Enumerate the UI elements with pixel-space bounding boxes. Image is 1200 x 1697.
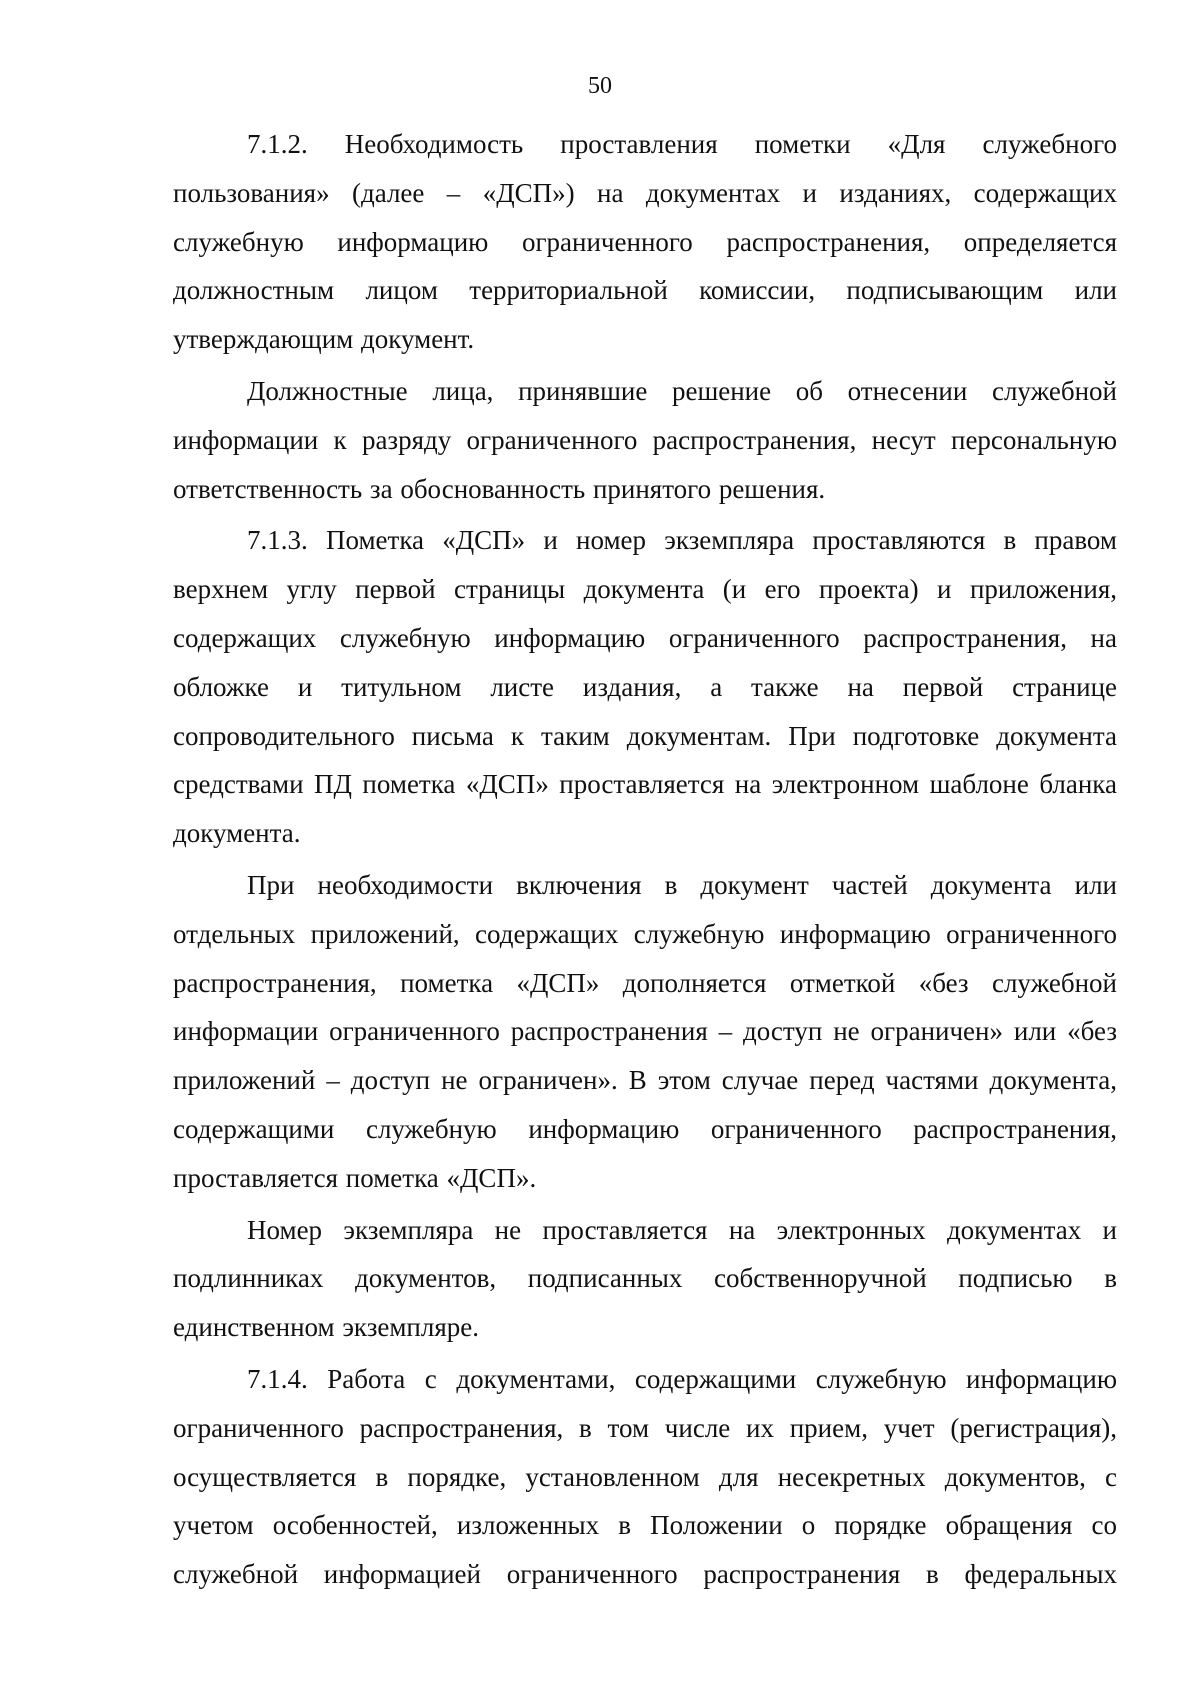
paragraph-7-1-3: 7.1.3. Пометка «ДСП» и номер экземпляра проставляются в правом верхнем углу первой страницы документа (и его проекта) и приложения, содержащих служебную информацию ограниченного распространения, на обложке и титульном листе издания, а также на первой странице сопроводительного письма к таким документам. При подготовке документа средствами ПД пометка «ДСП» проставляется на электронном шаблоне бланка документа. (173, 525, 1117, 849)
paragraph-document-parts: При необходимости включения в документ частей документа или отдельных приложений, содержащих служебную информацию ограниченного распространения, пометка «ДСП» дополняется отметкой «без служебной информации ограниченного распространения – доступ не ограничен» или «без приложений – доступ не ограничен». В этом случае перед частями документа, содержащими служебную информацию ограниченного распространения, проставляется пометка «ДСП». (173, 869, 1117, 1193)
paragraph-officials-responsibility: Должностные лица, принявшие решение об отнесении служебной информации к разряду ограниченного распространения, несут персональную ответственность за обоснованность принятого решения. (173, 375, 1117, 504)
paragraph-copy-number: Номер экземпляра не проставляется на электронных документах и подлинниках документов, подписанных собственноручной подписью в единственном экземпляре. (173, 1214, 1117, 1343)
paragraph-7-1-4: 7.1.4. Работа с документами, содержащими служебную информацию ограниченного распространения, в том числе их прием, учет (регистрация), осуществляется в порядке, установленном для несекретных документов, с учетом особенностей, изложенных в Положении о порядке обращения со служебной информацией ограниченного распространения в федеральных (173, 1363, 1117, 1590)
page-number: 50 (588, 73, 612, 99)
paragraph-7-1-2: 7.1.2. Необходимость проставления пометки «Для служебного пользования» (далее – «ДСП») на документах и изданиях, содержащих служебную информацию ограниченного распространения, определяется должностным лицом территориальной комиссии, подписывающим или утверждающим документ. (173, 129, 1117, 355)
document-body (173, 120, 1117, 1602)
